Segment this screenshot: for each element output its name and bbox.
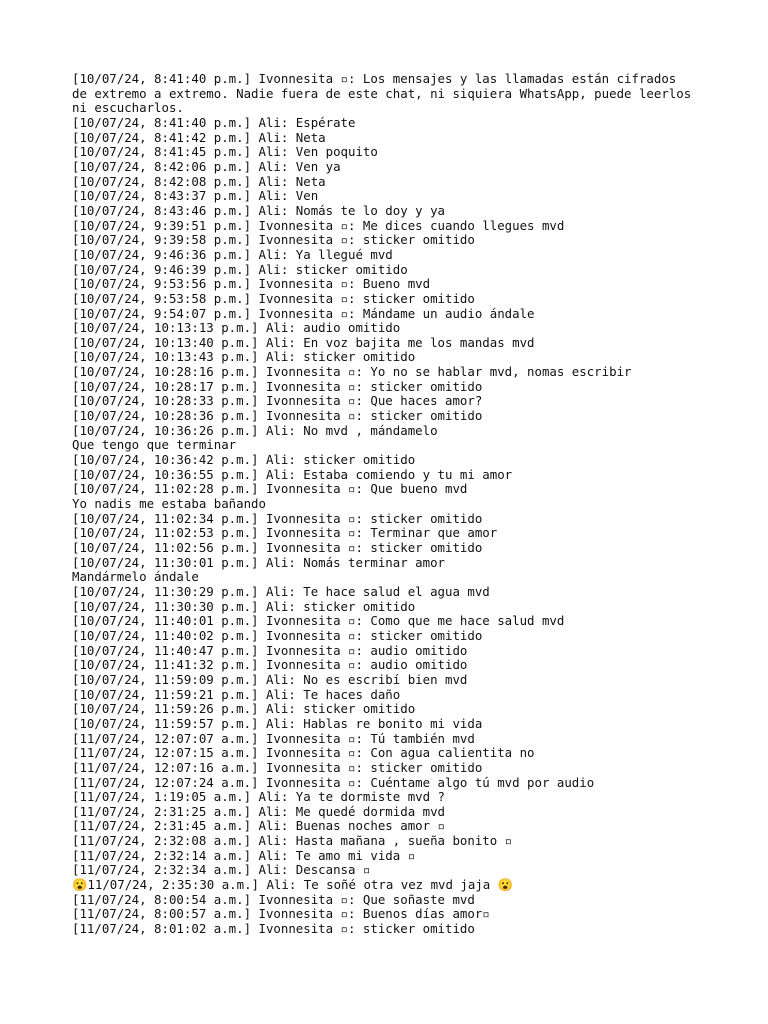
chat-line: [10/07/24, 11:02:28 p.m.] Ivonnesita ▫: Que bueno mvd bbox=[72, 481, 468, 497]
chat-line: [10/07/24, 9:46:39 p.m.] Ali: sticker omitido bbox=[72, 261, 408, 277]
chat-line: [10/07/24, 11:59:26 p.m.] Ali: sticker omitido bbox=[72, 701, 416, 717]
chat-line: 😮11/07/24, 2:35:30 a.m.] Ali: Te soñé otra vez mvd jaja 😮 bbox=[72, 877, 514, 893]
chat-line: ni escucharlos. bbox=[72, 100, 184, 116]
chat-line: [10/07/24, 11:40:47 p.m.] Ivonnesita ▫: audio omitido bbox=[72, 642, 468, 658]
chat-line: [10/07/24, 8:42:06 p.m.] Ali: Ven ya bbox=[72, 158, 341, 174]
chat-line: [10/07/24, 8:41:42 p.m.] Ali: Neta bbox=[72, 129, 326, 145]
chat-line: [10/07/24, 11:41:32 p.m.] Ivonnesita ▫: audio omitido bbox=[72, 657, 468, 673]
chat-line: de extremo a extremo. Nadie fuera de este chat, ni siquiera WhatsApp, puede leerlos bbox=[72, 85, 692, 101]
chat-line: [10/07/24, 10:28:17 p.m.] Ivonnesita ▫: sticker omitido bbox=[72, 378, 483, 394]
chat-line: [10/07/24, 9:54:07 p.m.] Ivonnesita ▫: Mándame un audio ándale bbox=[72, 305, 535, 321]
chat-line: [10/07/24, 10:36:55 p.m.] Ali: Estaba comiendo y tu mi amor bbox=[72, 466, 513, 482]
chat-line: [11/07/24, 2:31:25 a.m.] Ali: Me quedé dormida mvd bbox=[72, 803, 445, 819]
chat-line: [10/07/24, 8:41:40 p.m.] Ali: Espérate bbox=[72, 114, 356, 130]
chat-line: Yo nadis me estaba bañando bbox=[72, 496, 266, 512]
chat-line: [10/07/24, 8:41:45 p.m.] Ali: Ven poquito bbox=[72, 144, 378, 160]
chat-line: [11/07/24, 2:32:08 a.m.] Ali: Hasta mañana , sueña bonito ▫ bbox=[72, 833, 513, 849]
chat-line: [10/07/24, 9:53:56 p.m.] Ivonnesita ▫: Bueno mvd bbox=[72, 276, 431, 292]
chat-line: [10/07/24, 9:53:58 p.m.] Ivonnesita ▫: sticker omitido bbox=[72, 290, 475, 306]
chat-line: [11/07/24, 2:32:14 a.m.] Ali: Te amo mi vida ▫ bbox=[72, 847, 416, 863]
chat-line: [10/07/24, 11:02:56 p.m.] Ivonnesita ▫: sticker omitido bbox=[72, 540, 483, 555]
chat-line: [10/07/24, 11:59:21 p.m.] Ali: Te haces daño bbox=[72, 686, 401, 702]
chat-line: [10/07/24, 9:46:36 p.m.] Ali: Ya llegué mvd bbox=[72, 246, 393, 262]
chat-line: [11/07/24, 8:00:57 a.m.] Ivonnesita ▫: Buenos días amor▫ bbox=[72, 906, 490, 922]
chat-line: [10/07/24, 9:39:51 p.m.] Ivonnesita ▫: Me dices cuando llegues mvd bbox=[72, 217, 565, 233]
chat-line: [11/07/24, 12:07:15 a.m.] Ivonnesita ▫: Con agua calientita no bbox=[72, 745, 535, 761]
chat-line: [11/07/24, 2:31:45 a.m.] Ali: Buenas noches amor ▫ bbox=[72, 818, 445, 834]
chat-line: [10/07/24, 8:43:46 p.m.] Ali: Nomás te lo doy y ya bbox=[72, 202, 445, 218]
chat-line: [10/07/24, 10:28:16 p.m.] Ivonnesita ▫: Yo no se hablar mvd, nomas escribir bbox=[72, 364, 632, 380]
chat-line: [10/07/24, 10:28:36 p.m.] Ivonnesita ▫: sticker omitido bbox=[72, 408, 483, 424]
chat-line: [10/07/24, 10:36:26 p.m.] Ali: No mvd , mándamelo bbox=[72, 422, 438, 438]
chat-line: [11/07/24, 8:01:02 a.m.] Ivonnesita ▫: sticker omitido bbox=[72, 921, 475, 937]
chat-line: [10/07/24, 8:43:37 p.m.] Ali: Ven bbox=[72, 188, 319, 204]
chat-line: [11/07/24, 8:00:54 a.m.] Ivonnesita ▫: Que soñaste mvd bbox=[72, 891, 475, 907]
chat-line: Mandármelo ándale bbox=[72, 569, 199, 585]
chat-line: [10/07/24, 11:59:57 p.m.] Ali: Hablas re bonito mi vida bbox=[72, 715, 483, 731]
chat-line: [10/07/24, 11:40:02 p.m.] Ivonnesita ▫: sticker omitido bbox=[72, 627, 483, 643]
chat-line: [10/07/24, 8:42:08 p.m.] Ali: Neta bbox=[72, 173, 326, 189]
chat-line: [11/07/24, 12:07:16 a.m.] Ivonnesita ▫: sticker omitido bbox=[72, 759, 483, 775]
chat-line: [10/07/24, 9:39:58 p.m.] Ivonnesita ▫: sticker omitido bbox=[72, 232, 475, 248]
chat-line: [11/07/24, 12:07:24 a.m.] Ivonnesita ▫: Cuéntame algo tú mvd por audio bbox=[72, 774, 595, 790]
chat-line: [10/07/24, 11:02:34 p.m.] Ivonnesita ▫: sticker omitido bbox=[72, 510, 483, 526]
chat-line: [10/07/24, 10:28:33 p.m.] Ivonnesita ▫: Que haces amor? bbox=[72, 393, 483, 409]
chat-line: [10/07/24, 11:30:29 p.m.] Ali: Te hace salud el agua mvd bbox=[72, 583, 490, 599]
chat-line: [10/07/24, 11:02:53 p.m.] Ivonnesita ▫: Terminar que amor bbox=[72, 525, 498, 541]
chat-line: [10/07/24, 11:40:01 p.m.] Ivonnesita ▫: Como que me hace salud mvd bbox=[72, 613, 565, 629]
chat-transcript bbox=[72, 72, 712, 937]
chat-line: [10/07/24, 10:13:40 p.m.] Ali: En voz bajita me los mandas mvd bbox=[72, 334, 535, 350]
chat-line: [10/07/24, 11:59:09 p.m.] Ali: No es escribí bien mvd bbox=[72, 671, 468, 687]
chat-line: [10/07/24, 11:30:30 p.m.] Ali: sticker omitido bbox=[72, 598, 416, 614]
chat-line: [11/07/24, 2:32:34 a.m.] Ali: Descansa ▫ bbox=[72, 862, 371, 878]
chat-line: [11/07/24, 1:19:05 a.m.] Ali: Ya te dormiste mvd ? bbox=[72, 789, 445, 805]
chat-line: [10/07/24, 11:30:01 p.m.] Ali: Nomás terminar amor bbox=[72, 554, 445, 570]
chat-line: Que tengo que terminar bbox=[72, 437, 237, 453]
chat-line: [10/07/24, 10:36:42 p.m.] Ali: sticker omitido bbox=[72, 452, 416, 468]
chat-line: [10/07/24, 10:13:13 p.m.] Ali: audio omitido bbox=[72, 320, 401, 336]
chat-line: [10/07/24, 10:13:43 p.m.] Ali: sticker omitido bbox=[72, 349, 416, 365]
chat-line: [10/07/24, 8:41:40 p.m.] Ivonnesita ▫: Los mensajes y las llamadas están cifrados bbox=[72, 71, 677, 86]
chat-line: [11/07/24, 12:07:07 a.m.] Ivonnesita ▫: Tú también mvd bbox=[72, 730, 475, 746]
